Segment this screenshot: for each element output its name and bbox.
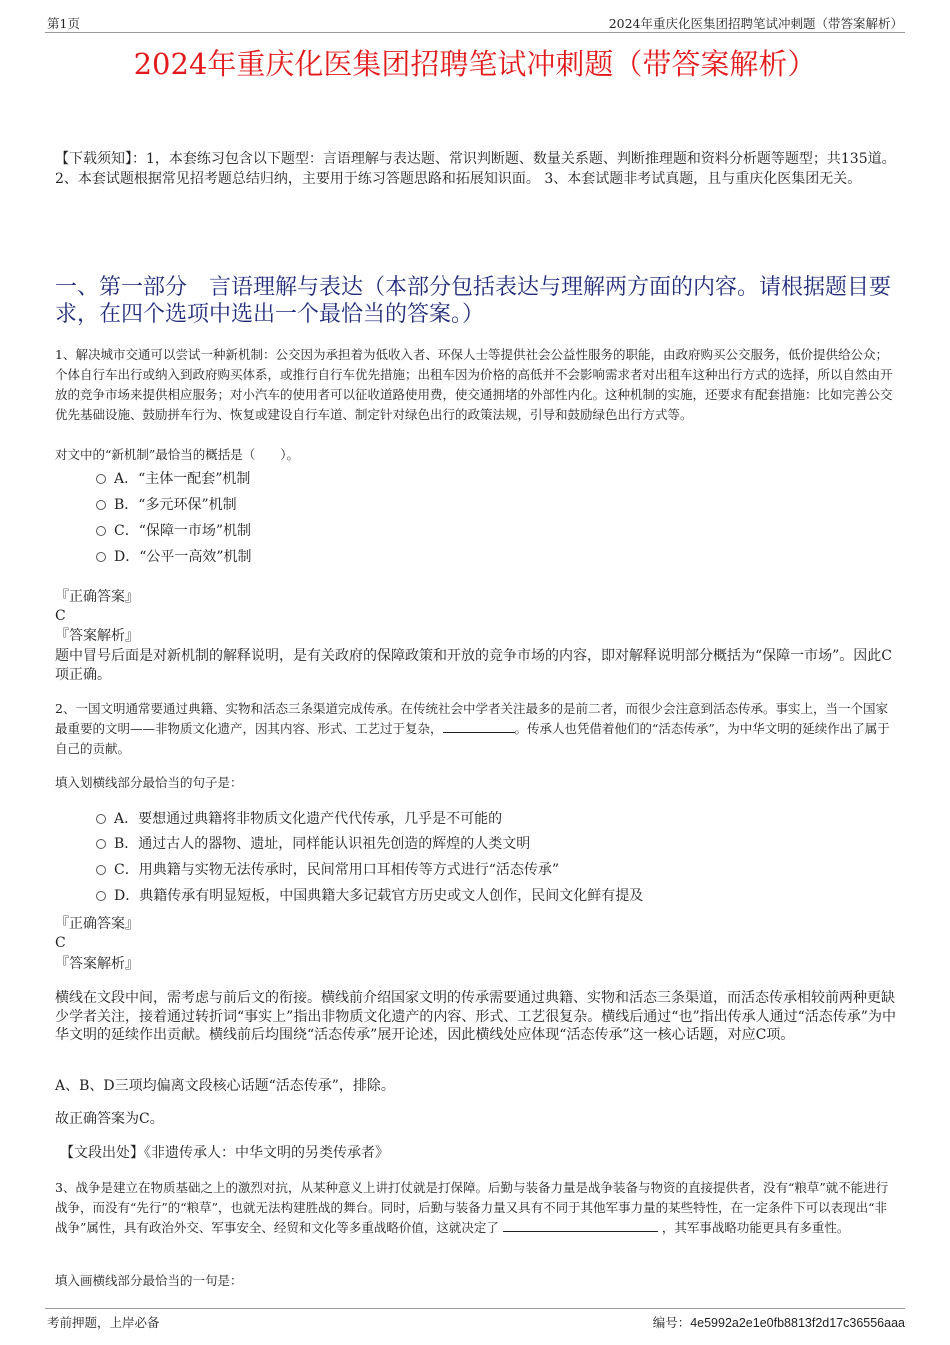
q2-text-a: 2、一国文明通常要通过典籍、实物和活态三条渠道完成传承。在传统社会中学者关注最多的是前二者，而很少会注意到活态传承。事实上，当一个国家最重要的文明——非物质文化遗产，因其内容、形式、工艺过于复杂，: [55, 701, 888, 736]
radio-icon[interactable]: [96, 865, 106, 875]
q1-option-a[interactable]: [96, 470, 250, 488]
header-title: 2024年重庆化医集团招聘笔试冲刺题（带答案解析）: [608, 16, 903, 31]
question-3-text: [55, 1178, 897, 1238]
q2-text-b: 。传承人也凭借着他们的“活态传承”，为中华文明的延续作出了属于自己的贡献。: [55, 721, 890, 756]
q3-text-b: ，其军事战略功能更具有多重性。: [661, 1220, 850, 1235]
radio-icon[interactable]: [96, 474, 106, 484]
answer-blank: [443, 720, 515, 733]
option-label: A．要想通过典籍将非物质文化遗产代代传承，几乎是不可能的: [114, 811, 503, 827]
q1-option-b[interactable]: [96, 496, 237, 514]
footer-slogan: 考前押题，上岸必备: [47, 1315, 160, 1330]
q2-option-c[interactable]: [96, 861, 559, 879]
q2-source: 【文段出处】《非遗传承人：中华文明的另类传承者》: [60, 1145, 389, 1161]
page-number: 第1页: [47, 16, 80, 31]
q1-answer: C: [55, 608, 66, 624]
q1-analysis: 题中冒号后面是对新机制的解释说明，是有关政府的保障政策和开放的竞争市场的内容，即对解释说明部分概括为“保障一市场”。因此C项正确。: [55, 648, 893, 683]
question-1-prompt: 对文中的“新机制”最恰当的概括是（ ）。: [55, 447, 300, 462]
q2-conclusion: 故正确答案为C。: [55, 1111, 164, 1127]
q2-answer: C: [55, 935, 66, 951]
question-1-text: 1、解决城市交通可以尝试一种新机制：公交因为承担着为低收入者、环保人士等提供社会公益性服务的职能，由政府购买公交服务，低价提供给公众；个体自行车出行或纳入到政府购买体系，或推行自行车优先措施；出租车因为价格的高低并不会影响需求者对出租车这种出行方式的选择，所以自然由开放的竞争市场来提供相应服务；对小汽车的使用者可以征收道路使用费，使交通拥堵的外部性内化。这种机制的实施，还要求有配套措施：比如完善公交优先基础设施、鼓励拼车行为、恢复或建设自行车道、制定针对绿色出行的政策法规，引导和鼓励绿色出行方式等。: [55, 347, 893, 422]
radio-icon[interactable]: [96, 839, 106, 849]
option-label: B．通过古人的器物、遗址，同样能认识祖先创造的辉煌的人类文明: [114, 836, 531, 852]
question-2-prompt: 填入划横线部分最恰当的句子是：: [55, 775, 243, 790]
option-label: D．“公平一高效”机制: [114, 549, 252, 565]
question-2-text: [55, 699, 897, 759]
header-divider: [45, 32, 905, 33]
radio-icon[interactable]: [96, 814, 106, 824]
q2-analysis: 横线在文段中间，需考虑与前后文的衔接。横线前介绍国家文明的传承需要通过典籍、实物和活态三条渠道，而活态传承相较前两种更缺少学者关注，接着通过转折词“事实上”指出非物质文化遗产的内容、形式、工艺很复杂。横线后通过“也”指出传承人通过“活态传承”为中华文明的延续作出贡献。横线前后均围绕“活态传承”展开论述，因此横线处应体现“活态传承”这一核心话题，对应C项。: [55, 990, 896, 1043]
option-label: C．用典籍与实物无法传承时，民间常用口耳相传等方式进行“活态传承”: [114, 862, 560, 878]
option-label: A．“主体一配套”机制: [114, 471, 251, 487]
document-title: 2024年重庆化医集团招聘笔试冲刺题（带答案解析）: [133, 47, 817, 81]
q1-option-d[interactable]: [96, 548, 252, 566]
q2-option-d[interactable]: [96, 887, 643, 905]
download-notice: 【下载须知】：1，本套练习包含以下题型：言语理解与表达题、常识判断题、数量关系题、判断推理题和资料分析题等题型；共135道。2、本套试题根据常见招考题总结归纳，主要用于练习答题思路和拓展知识面。 3、本套试题非考试真题，且与重庆化医集团无关。: [55, 151, 896, 187]
section-heading: 一、第一部分 言语理解与表达（本部分包括表达与理解两方面的内容。请根据题目要求，在四个选项中选出一个最恰当的答案。）: [55, 275, 892, 327]
radio-icon[interactable]: [96, 552, 106, 562]
q2-exclude: A、B、D三项均偏离文段核心话题“活态传承”，排除。: [55, 1078, 395, 1094]
q2-analysis-label: 『答案解析』: [55, 956, 139, 972]
option-label: B．“多元环保”机制: [114, 497, 237, 513]
footer-serial: 编号：4e5992a2e1e0fb8813f2d17c36556aaa: [652, 1316, 905, 1330]
option-label: D．典籍传承有明显短板，中国典籍大多记载官方历史或文人创作，民间文化鲜有提及: [114, 888, 644, 904]
answer-blank: [503, 1219, 658, 1232]
radio-icon[interactable]: [96, 526, 106, 536]
q1-analysis-label: 『答案解析』: [55, 628, 139, 644]
q1-option-c[interactable]: [96, 522, 251, 540]
radio-icon[interactable]: [96, 500, 106, 510]
q3-text-a: 3、战争是建立在物质基础之上的激烈对抗，从某种意义上讲打仗就是打保障。后勤与装备力量是战争装备与物资的直接提供者，没有“粮草”就不能进行战争，而没有“先行”的“粮草”，也就无法构建胜战的舞台。同时，后勤与装备力量又具有不同于其他军事力量的某些特性，在一定条件下可以表现出“非战争”属性，具有政治外交、军事安全、经贸和文化等多重战略价值，这就决定了: [55, 1180, 889, 1235]
footer-divider: [45, 1308, 905, 1309]
q2-option-a[interactable]: [96, 810, 502, 828]
q2-answer-label: 『正确答案』: [55, 916, 139, 932]
radio-icon[interactable]: [96, 891, 106, 901]
option-label: C．“保障一市场”机制: [114, 523, 252, 539]
q2-option-b[interactable]: [96, 835, 530, 853]
question-3-prompt: 填入画横线部分最恰当的一句是：: [55, 1273, 243, 1288]
q1-answer-label: 『正确答案』: [55, 589, 139, 605]
